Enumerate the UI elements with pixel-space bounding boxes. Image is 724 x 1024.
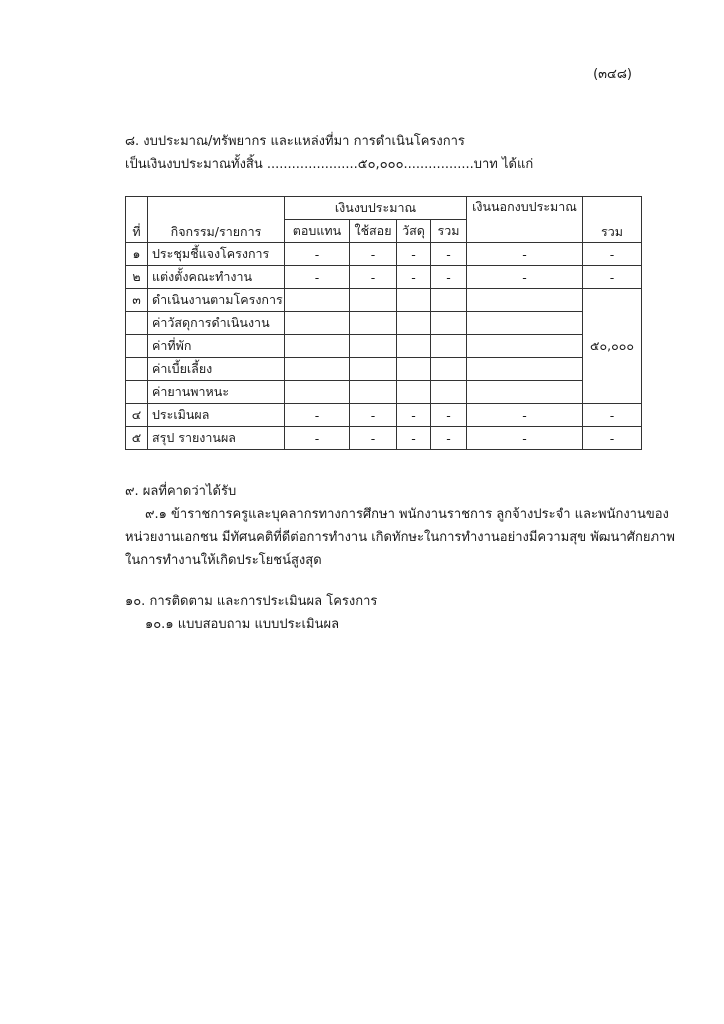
table-row (126, 427, 642, 450)
cell-materials: - (397, 404, 431, 427)
header-subtotal: รวม (431, 220, 467, 243)
section8-heading: ๘. งบประมาณ/ทรัพยากร และแหล่งที่มา การดำเนินโครงการ (125, 134, 465, 149)
table-row (126, 381, 642, 404)
cell-materials: - (397, 243, 431, 266)
cell-compensation: - (285, 266, 350, 289)
cell-non-budget (467, 312, 583, 335)
header-activity: กิจกรรม/รายการ (148, 197, 285, 243)
cell-activity: ดำเนินงานตามโครงการ (148, 289, 285, 312)
cell-materials: - (397, 266, 431, 289)
cell-compensation (285, 381, 350, 404)
table-row (126, 335, 642, 358)
section9-item-line-1: ๙.๑ ข้าราชการครูและบุคลากรทางการศึกษา พนักงานราชการ ลูกจ้างประจำ และพนักงานของ (145, 507, 669, 522)
cell-activity: สรุป รายงานผล (148, 427, 285, 450)
cell-materials (397, 358, 431, 381)
cell-total: - (583, 243, 642, 266)
cell-activity: แต่งตั้งคณะทำงาน (148, 266, 285, 289)
cell-spending (350, 289, 397, 312)
cell-activity: ค่าที่พัก (148, 335, 285, 358)
cell-spending: - (350, 243, 397, 266)
cell-materials (397, 381, 431, 404)
cell-non-budget: - (467, 404, 583, 427)
section9-item-line-2: หน่วยงานเอกชน มีทัศนคติที่ดีต่อการทำงาน เกิดทักษะในการทำงานอย่างมีความสุข พัฒนาศักยภาพ (125, 530, 675, 545)
cell-subtotal: - (431, 266, 467, 289)
header-compensation: ตอบแทน (285, 220, 350, 243)
cell-subtotal (431, 335, 467, 358)
cell-compensation (285, 289, 350, 312)
cell-total: - (583, 404, 642, 427)
cell-compensation: - (285, 243, 350, 266)
cell-non-budget: - (467, 427, 583, 450)
table-row (126, 358, 642, 381)
cell-total: - (583, 427, 642, 450)
header-budget-group: เงินงบประมาณ (285, 197, 467, 220)
cell-spending: - (350, 427, 397, 450)
cell-spending (350, 312, 397, 335)
cell-non-budget (467, 381, 583, 404)
cell-activity: ค่าวัสดุการดำเนินงาน (148, 312, 285, 335)
cell-activity: ประเมินผล (148, 404, 285, 427)
cell-subtotal: - (431, 427, 467, 450)
cell-activity: ค่าเบี้ยเลี้ยง (148, 358, 285, 381)
cell-non-budget (467, 335, 583, 358)
cell-spending (350, 358, 397, 381)
cell-spending (350, 381, 397, 404)
cell-no: ๑ (126, 243, 148, 266)
cell-subtotal (431, 381, 467, 404)
cell-materials (397, 335, 431, 358)
cell-compensation: - (285, 427, 350, 450)
cell-project-total: ๕๐,๐๐๐ (583, 289, 642, 404)
cell-non-budget: - (467, 243, 583, 266)
table-row (126, 312, 642, 335)
cell-activity: ค่ายานพาหนะ (148, 381, 285, 404)
table-header-row-1 (126, 197, 642, 220)
cell-compensation (285, 335, 350, 358)
cell-no: ๔ (126, 404, 148, 427)
table-row (126, 243, 642, 266)
cell-no: ๕ (126, 427, 148, 450)
cell-subtotal (431, 312, 467, 335)
cell-no (126, 312, 148, 335)
section9-heading: ๙. ผลที่คาดว่าได้รับ (125, 484, 237, 499)
section8-budget-line: เป็นเงินงบประมาณทั้งสิ้น ......................๕๐,๐๐๐.................บาท ได้แก่ (125, 157, 534, 172)
cell-activity: ประชุมชี้แจงโครงการ (148, 243, 285, 266)
section10-item: ๑๐.๑ แบบสอบถาม แบบประเมินผล (145, 617, 340, 632)
header-spending: ใช้สอย (350, 220, 397, 243)
cell-non-budget: - (467, 266, 583, 289)
header-materials: วัสดุ (397, 220, 431, 243)
cell-no (126, 335, 148, 358)
header-total: รวม (583, 197, 642, 243)
cell-compensation: - (285, 404, 350, 427)
budget-table (125, 196, 642, 450)
cell-compensation (285, 358, 350, 381)
page-number: (๓๔๘) (593, 67, 632, 82)
cell-subtotal: - (431, 404, 467, 427)
table-row (126, 404, 642, 427)
cell-non-budget (467, 358, 583, 381)
cell-materials (397, 312, 431, 335)
table-row (126, 266, 642, 289)
cell-spending (350, 335, 397, 358)
cell-no (126, 381, 148, 404)
section9-item-line-3: ในการทำงานให้เกิดประโยชน์สูงสุด (125, 553, 322, 568)
cell-no (126, 358, 148, 381)
cell-non-budget (467, 289, 583, 312)
cell-compensation (285, 312, 350, 335)
cell-spending: - (350, 404, 397, 427)
cell-materials (397, 289, 431, 312)
header-no: ที่ (126, 197, 148, 243)
cell-total: - (583, 266, 642, 289)
header-non-budget: เงินนอกงบประมาณ (467, 197, 583, 243)
section10-heading: ๑๐. การติดตาม และการประเมินผล โครงการ (125, 594, 378, 609)
cell-subtotal (431, 289, 467, 312)
cell-spending: - (350, 266, 397, 289)
cell-materials: - (397, 427, 431, 450)
table-row (126, 289, 642, 312)
cell-no: ๒ (126, 266, 148, 289)
cell-subtotal: - (431, 243, 467, 266)
cell-no: ๓ (126, 289, 148, 312)
cell-subtotal (431, 358, 467, 381)
